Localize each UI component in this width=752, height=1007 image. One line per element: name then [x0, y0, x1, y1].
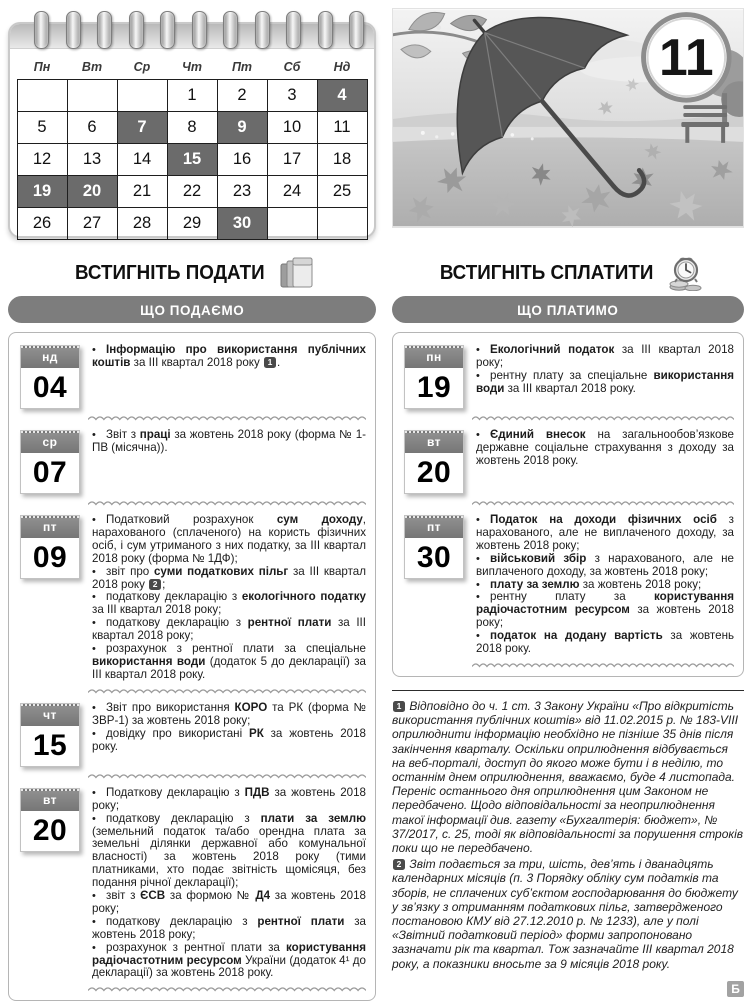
calendar-day: 23	[217, 176, 267, 208]
deadline-entry	[18, 700, 366, 767]
calendar-table	[17, 55, 368, 240]
calendar-day: 20	[67, 176, 117, 208]
calendar-day: 26	[17, 208, 67, 240]
deadline-items	[92, 342, 366, 370]
bullet: •	[476, 369, 480, 382]
date-badge-weekday: нд	[21, 346, 79, 368]
calendar-day: 14	[117, 144, 167, 176]
deadline-item: • Податкову декларацію з ПДВ за жовтень 2018 року;	[92, 785, 366, 812]
deadline-item: • рентну плату за спеціальне використання води за III квартал 2018 року.	[476, 368, 734, 395]
date-badge	[20, 703, 80, 767]
date-badge	[20, 788, 80, 852]
calendar-day: 22	[167, 176, 217, 208]
footnote: 2 Звіт подається за три, шість, дев’ять і дванадцять календарних місяців (п. 3 Порядку обліку сум податків та зборів, не сплачених суб’єктом господарювання до бюджету у зв’язку з отриманням податкових пільг, затвердженого постановою КМУ від 27.12.2010 р. № 1233), але у полі «Звітний податковий період» форми запропоновано зазначати рік та квартал. Тож зазначайте III квартал 2018 року, а показники вносьте за 9 місяців 2018 року.	[392, 857, 738, 971]
top-row	[8, 8, 744, 238]
calendar-day: 11	[317, 112, 367, 144]
spiral-ring	[192, 11, 207, 49]
deadline-entry	[18, 342, 366, 409]
bullet: •	[476, 552, 480, 565]
date-badge-day: 07	[32, 456, 68, 489]
date-badge-weekday: пт	[21, 516, 79, 538]
date-badge-day: 04	[32, 371, 68, 404]
month-number: 11	[659, 28, 714, 87]
deadline-items	[476, 512, 734, 656]
calendar-day: 1	[167, 80, 217, 112]
deadline-item: • податок на додану вартість за жовтень 2018 року.	[476, 629, 735, 656]
calendar-day: 8	[167, 112, 217, 144]
calendar-day: 10	[267, 112, 317, 144]
footnote-divider	[392, 690, 744, 691]
deadline-item: • плату за землю за жовтень 2018 року;	[476, 577, 702, 591]
wavy-divider	[88, 773, 366, 779]
bullet: •	[92, 429, 96, 441]
bullet: •	[92, 786, 96, 799]
bullet: •	[476, 429, 480, 441]
bullet: •	[92, 591, 96, 604]
calendar-day: 28	[117, 208, 167, 240]
calendar-empty-cell	[67, 80, 117, 112]
deadline-item: • Інформацію про використання публічних коштів за III квартал 2018 року 1 .	[92, 343, 366, 369]
deadline-entry	[18, 512, 366, 682]
deadline-item: • звіт з ЄСВ за формою № Д4 за жовтень 2018 року;	[92, 889, 366, 915]
footnote-marker: 2	[149, 579, 161, 590]
pay-title: ВСТИГНІТЬ СПЛАТИТИ	[440, 261, 654, 284]
footnotes	[392, 699, 744, 971]
autumn-umbrella-scene	[393, 9, 743, 227]
spiral-ring	[160, 11, 175, 49]
calendar-day: 13	[67, 144, 117, 176]
deadline-entry	[18, 427, 366, 494]
calendar-weekday: Вт	[81, 60, 103, 74]
deadline-item: • довідку про використані РК за жовтень 2018 року.	[92, 726, 366, 753]
wavy-divider	[88, 688, 366, 694]
deadline-item: • Звіт про використання КОРО та РК (форма № ЗВР-1) за жовтень 2018 року;	[92, 700, 366, 727]
calendar-day: 17	[267, 144, 317, 176]
deadline-item: • військовий збір з нарахованого, але не виплаченого доходу, за жовтень 2018 року;	[476, 551, 735, 578]
date-badge-day: 09	[32, 541, 68, 574]
wavy-divider	[88, 415, 366, 421]
date-badge	[404, 430, 464, 494]
calendar-day: 6	[67, 112, 117, 144]
deadline-entry	[402, 512, 734, 656]
footnote-marker: 1	[393, 701, 405, 712]
bullet: •	[92, 643, 96, 656]
spiral-binding	[10, 11, 374, 51]
bullet: •	[92, 727, 96, 740]
bullet: •	[476, 514, 480, 526]
bullet: •	[92, 890, 96, 903]
deadline-item: • звіт про суми податкових пільг за III квартал 2018 року 2 ;	[92, 564, 366, 591]
deadline-item: • податкову декларацію з екологічного податку за III квартал 2018 року;	[92, 590, 366, 617]
november-calendar-card	[8, 22, 376, 238]
submit-subtitle: ЩО ПОДАЄМО	[139, 301, 245, 318]
bullet: •	[92, 941, 96, 954]
bullet: •	[92, 514, 96, 526]
wavy-divider	[472, 500, 734, 506]
pay-column	[392, 252, 744, 1001]
calendar-day: 27	[67, 208, 117, 240]
calendar-day: 4	[317, 80, 367, 112]
deadline-item: • Звіт з праці за жовтень 2018 року (форма № 1-ПВ (місячна)).	[92, 428, 367, 454]
deadline-item: • Екологічний податок за III квартал 2018 року;	[476, 343, 734, 369]
calendar-day: 9	[217, 112, 267, 144]
date-badge	[20, 515, 80, 579]
calendar-day: 18	[317, 144, 367, 176]
calendar-weekday: Пн	[33, 60, 51, 74]
calendar-weekday-row	[17, 55, 367, 80]
date-badge-weekday: пт	[405, 516, 463, 538]
spiral-ring	[66, 11, 81, 49]
submit-title: ВСТИГНІТЬ ПОДАТИ	[75, 261, 265, 284]
deadline-items	[476, 427, 734, 468]
calendar-weekday: Нд	[333, 60, 351, 74]
deadline-item: • податкову декларацію з плати за землю (земельний податок та/або орендна плата за земельні ділянки державної або комунальної власності) за жовтень 2018 року (тими платниками, хто подає звітність щомісяця, без подання річної декларації);	[92, 811, 366, 890]
calendar-weekday: Сб	[283, 60, 301, 74]
spiral-ring	[97, 11, 112, 49]
submit-column	[8, 252, 376, 1001]
spiral-ring	[255, 11, 270, 49]
calendar-day: 15	[167, 144, 217, 176]
calendar-day: 29	[167, 208, 217, 240]
deadline-items	[476, 342, 734, 396]
deadline-entry	[402, 342, 734, 409]
calendar-empty-cell	[117, 80, 167, 112]
folders-icon	[279, 257, 315, 289]
wavy-divider	[88, 986, 366, 992]
date-badge-day: 30	[416, 541, 452, 574]
calendar-empty-cell	[317, 208, 367, 240]
pay-subtitle: ЩО ПЛАТИМО	[517, 301, 619, 318]
date-badge-day: 20	[416, 456, 452, 489]
wavy-divider	[472, 662, 734, 668]
calendar-day: 25	[317, 176, 367, 208]
deadline-item: • Податковий розрахунок сум доходу, нарахованого (сплаченого) на користь фізичних осіб, і сум утриманого з них податку, за III квартал 2018 року (форма № 1ДФ);	[92, 513, 367, 565]
deadline-item: • Податок на доходи фізичних осіб з нарахованого, але не виплаченого доходу, за жовтень 2018 року;	[476, 513, 734, 552]
calendar-day: 24	[267, 176, 317, 208]
brand-badge: Б	[727, 981, 744, 997]
date-badge	[20, 345, 80, 409]
calendar-day: 12	[17, 144, 67, 176]
bullet: •	[92, 617, 96, 630]
deadline-item: • розрахунок з рентної плати за користування радіочастотним ресурсом України (додаток 4¹ до декларації) за жовтень 2018 року.	[92, 940, 367, 980]
spiral-ring	[34, 11, 49, 49]
pay-subtitle-pill	[392, 296, 744, 323]
calendar-weekday: Ср	[133, 60, 151, 74]
content-columns	[8, 252, 744, 1001]
spiral-ring	[349, 11, 364, 49]
date-badge-weekday: вт	[21, 789, 79, 811]
date-badge-weekday: пн	[405, 346, 463, 368]
deadline-items	[92, 512, 366, 682]
submit-subtitle-pill	[8, 296, 376, 323]
calendar-grid	[17, 80, 367, 240]
deadline-item: • податкову декларацію з рентної плати за жовтень 2018 року;	[92, 914, 366, 941]
deadline-items	[92, 785, 366, 981]
calendar-weekday: Пт	[231, 60, 253, 74]
footnote: 1 Відповідно до ч. 1 ст. 3 Закону України «Про відкритість використання публічних коштів» від 11.02.2015 р. № 183-VIII оприлюднити інформацію необхідно не пізніше 35 днів після закінчення кварталу. Оскільки оприлюднення відбувається на веб-порталі, доступ до якого може бути і в неділю, то останнім днем оприлюднення, вважаємо, буде 4 листопада. Переніс останнього дня оприлюднення цим Законом не передбачено. Щодо відповідальності за неоприлюднення такої інформації див. газету «Бухгалтерія: бюджет», № 37/2017, с. 25, тоді як відповідальності за порушення строків поки що не передбачено.	[392, 698, 743, 855]
deadline-item: • Єдиний внесок на загальнообов’язкове державне соціальне страхування з доходу за жовтень 2018 року.	[476, 428, 734, 467]
spiral-ring	[318, 11, 333, 49]
calendar-day: 30	[217, 208, 267, 240]
date-badge-weekday: вт	[405, 431, 463, 453]
calendar-day: 3	[267, 80, 317, 112]
wavy-divider	[88, 500, 366, 506]
spiral-ring	[129, 11, 144, 49]
calendar-day: 7	[117, 112, 167, 144]
bullet: •	[92, 701, 96, 714]
bullet: •	[92, 565, 96, 578]
bullet: •	[476, 578, 480, 591]
wavy-divider	[472, 415, 734, 421]
bullet: •	[476, 344, 480, 356]
date-badge	[20, 430, 80, 494]
calendar-empty-cell	[17, 80, 67, 112]
deadline-entry	[402, 427, 734, 494]
footnote-marker: 1	[264, 357, 276, 368]
deadline-entry	[18, 785, 366, 981]
date-badge	[404, 345, 464, 409]
bullet: •	[476, 630, 480, 643]
calendar-day: 21	[117, 176, 167, 208]
date-badge-day: 15	[32, 728, 68, 762]
bullet: •	[92, 344, 96, 356]
submit-section-head	[8, 252, 376, 294]
date-badge-day: 20	[32, 813, 68, 847]
deadline-item: • розрахунок з рентної плати за спеціальне використання води (додаток 5 до декларації) за III квартал 2018 року.	[92, 642, 366, 681]
submit-panel	[8, 332, 376, 1001]
autumn-illustration	[392, 8, 744, 228]
bullet: •	[92, 915, 96, 928]
calendar-empty-cell	[267, 208, 317, 240]
bullet: •	[476, 591, 480, 604]
calendar-day: 5	[17, 112, 67, 144]
calendar-day: 2	[217, 80, 267, 112]
pay-panel	[392, 332, 744, 677]
deadline-item: • податкову декларацію з рентної плати за III квартал 2018 року;	[92, 616, 366, 643]
pay-section-head	[392, 252, 744, 294]
calendar-day: 16	[217, 144, 267, 176]
calendar-day: 19	[17, 176, 67, 208]
date-badge-weekday: чт	[21, 704, 79, 726]
clock-money-icon	[669, 255, 703, 291]
date-badge	[404, 515, 464, 579]
deadline-items	[92, 427, 366, 455]
footnote-marker: 2	[393, 859, 405, 870]
deadline-item: • рентну плату за користування радіочастотним ресурсом за жовтень 2018 року;	[476, 590, 734, 630]
bullet: •	[92, 812, 96, 825]
month-badge	[644, 15, 730, 101]
date-badge-weekday: ср	[21, 431, 79, 453]
spiral-ring	[223, 11, 238, 49]
date-badge-day: 19	[416, 371, 452, 404]
spiral-ring	[286, 11, 301, 49]
deadline-items	[92, 700, 366, 754]
calendar-weekday: Чт	[182, 60, 202, 74]
